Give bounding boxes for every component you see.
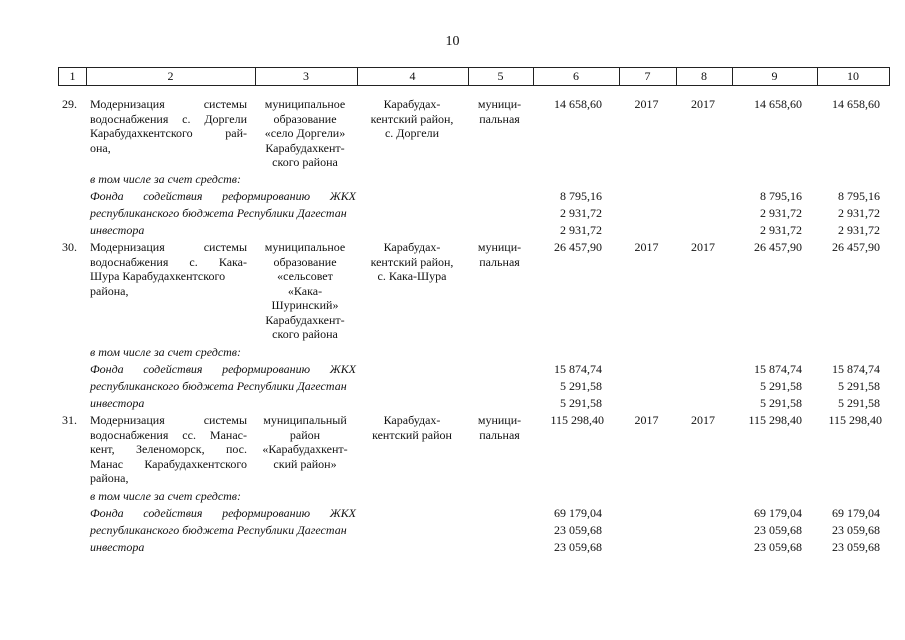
row-description-line: района,: [90, 471, 129, 485]
funding-source-col9: 5 291,58: [760, 396, 802, 410]
row-col9: 115 298,40: [748, 413, 802, 427]
header-col-6: 6: [573, 69, 579, 83]
funding-source-amount: 5 291,58: [560, 396, 602, 410]
row-ownership-line: муници-: [477, 97, 522, 111]
row-entity-line: ский район»: [273, 456, 337, 471]
funding-source-col10: 23 059,68: [832, 540, 880, 554]
row-entity-line: Карабудахкент-: [265, 312, 345, 327]
row-location-line: Карабудах-: [383, 240, 441, 254]
row-description-line: Манас Карабудахкентского: [90, 456, 247, 471]
row-number: 29.: [62, 97, 77, 111]
funding-source-col10: 2 931,72: [838, 206, 880, 220]
row-location-line: Карабудах-: [383, 413, 441, 427]
funding-label: в том числе за счет средств:: [90, 172, 242, 186]
funding-source-col9: 8 795,16: [760, 189, 802, 203]
funding-source-amount: 23 059,68: [554, 540, 602, 554]
funding-source-amount: 2 931,72: [560, 223, 602, 237]
funding-source-label: Фонда содействия реформированию ЖКХ: [90, 189, 356, 203]
row-entity-line: муниципальный: [263, 413, 347, 427]
funding-source-label: инвестора: [90, 540, 145, 554]
header-col-1: 1: [69, 69, 76, 83]
funding-source-col10: 23 059,68: [832, 523, 880, 537]
row-location-line: кентский район: [372, 427, 452, 442]
row-col10: 115 298,40: [828, 413, 882, 427]
header-col-3: 3: [303, 69, 309, 83]
row-ownership-line: пальная: [479, 111, 520, 126]
page-number: 10: [445, 34, 460, 49]
funding-source-col9: 23 059,68: [754, 540, 802, 554]
table-header-row: [58, 67, 890, 86]
funding-source-amount: 8 795,16: [560, 189, 602, 203]
row-entity-line: Шуринский»: [271, 298, 339, 312]
row-amount: 115 298,40: [550, 413, 604, 427]
row-description-line: Модернизация системы: [90, 240, 247, 254]
row-col10: 14 658,60: [832, 97, 880, 111]
funding-label: в том числе за счет средств:: [90, 489, 242, 503]
funding-source-col10: 8 795,16: [838, 189, 880, 203]
funding-source-col9: 23 059,68: [754, 523, 802, 537]
row-start-year: 2017: [634, 240, 659, 254]
row-entity-line: ского района: [272, 155, 338, 169]
row-entity-line: «Карабудахкент-: [262, 442, 348, 456]
row-col9: 14 658,60: [754, 97, 802, 111]
header-col-4: 4: [409, 69, 416, 83]
row-description-line: водоснабжения с. Доргели: [90, 111, 247, 126]
row-description-line: Карабудахкентского рай-: [90, 126, 247, 140]
funding-source-col9: 69 179,04: [754, 506, 802, 520]
row-entity-line: Карабудахкент-: [265, 140, 345, 155]
funding-source-label: республиканского бюджета Республики Дагестан: [90, 523, 347, 537]
row-entity-line: образование: [273, 111, 337, 126]
funding-source-col10: 2 931,72: [838, 223, 880, 237]
row-location-line: Карабудах-: [383, 97, 441, 111]
funding-source-col9: 15 874,74: [754, 362, 802, 376]
row-start-year: 2017: [634, 97, 659, 111]
funding-source-amount: 69 179,04: [554, 506, 602, 520]
header-col-7: 7: [644, 69, 651, 83]
row-location-line: с. Кака-Шура: [377, 269, 447, 283]
funding-source-label: инвестора: [90, 223, 145, 237]
row-entity-line: район: [289, 427, 321, 442]
funding-source-col10: 15 874,74: [832, 362, 880, 376]
row-location-line: кентский район,: [370, 111, 454, 126]
row-description-line: Шура Карабудахкентского: [90, 269, 226, 283]
row-end-year: 2017: [691, 97, 715, 111]
funding-source-label: Фонда содействия реформированию ЖКХ: [90, 506, 356, 520]
row-entity-line: «сельсовет: [277, 269, 333, 283]
header-col-2: 2: [167, 69, 174, 83]
row-entity-line: образование: [273, 254, 337, 269]
header-col-9: 9: [771, 69, 778, 83]
funding-source-label: республиканского бюджета Республики Дагестан: [90, 379, 347, 393]
header-col-5: 5: [497, 69, 504, 83]
row-description-line: Модернизация системы: [90, 413, 247, 427]
header-col-10: 10: [847, 69, 859, 83]
row-ownership-line: муници-: [477, 240, 522, 254]
row-entity-line: муниципальное: [264, 97, 346, 111]
row-description-line: Модернизация системы: [90, 97, 247, 111]
funding-source-label: инвестора: [90, 396, 145, 410]
funding-source-amount: 2 931,72: [560, 206, 602, 220]
row-col9: 26 457,90: [754, 240, 802, 254]
row-description-line: кент, Зеленоморск, пос.: [90, 442, 247, 456]
row-entity-line: муниципальное: [264, 240, 346, 254]
row-end-year: 2017: [691, 413, 715, 427]
row-col10: 26 457,90: [832, 240, 880, 254]
funding-source-col9: 2 931,72: [760, 206, 802, 220]
row-number: 31.: [62, 413, 77, 427]
header-col-8: 8: [701, 69, 707, 83]
row-entity-line: «село Доргели»: [264, 126, 346, 140]
row-location-line: с. Доргели: [384, 126, 439, 140]
funding-source-col9: 5 291,58: [760, 379, 802, 393]
row-end-year: 2017: [691, 240, 715, 254]
row-entity-line: «Кака-: [287, 283, 323, 298]
row-ownership-line: муници-: [477, 413, 522, 427]
funding-source-col10: 5 291,58: [838, 379, 880, 393]
funding-source-col9: 2 931,72: [760, 223, 802, 237]
row-description-line: водоснабжения с. Кака-: [90, 254, 247, 269]
funding-source-label: Фонда содействия реформированию ЖКХ: [90, 362, 356, 376]
row-description-line: она,: [90, 140, 111, 155]
row-description-line: района,: [90, 283, 129, 298]
row-start-year: 2017: [634, 413, 659, 427]
funding-source-col10: 69 179,04: [832, 506, 880, 520]
row-amount: 26 457,90: [554, 240, 602, 254]
row-amount: 14 658,60: [554, 97, 602, 111]
funding-source-label: республиканского бюджета Республики Дагестан: [90, 206, 347, 220]
row-ownership-line: пальная: [479, 254, 520, 269]
row-number: 30.: [62, 240, 77, 254]
funding-source-amount: 5 291,58: [560, 379, 602, 393]
row-entity-line: ского района: [272, 327, 338, 341]
row-ownership-line: пальная: [479, 427, 520, 442]
row-location-line: кентский район,: [370, 254, 454, 269]
funding-source-col10: 5 291,58: [838, 396, 880, 410]
funding-source-amount: 15 874,74: [554, 362, 602, 376]
funding-source-amount: 23 059,68: [554, 523, 602, 537]
funding-label: в том числе за счет средств:: [90, 345, 242, 359]
row-description-line: водоснабжения сс. Манас-: [90, 427, 247, 442]
